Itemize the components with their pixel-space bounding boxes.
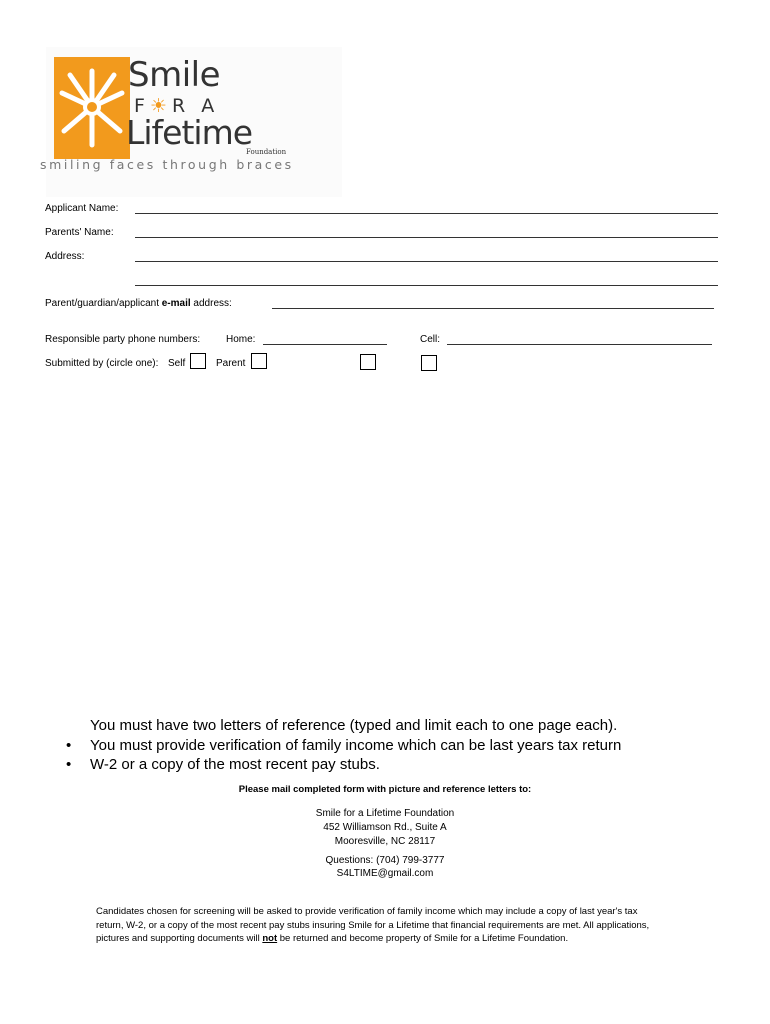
parents-name-field[interactable] xyxy=(135,237,718,238)
contact-email[interactable]: S4LTIME@gmail.com xyxy=(336,868,434,879)
sun-star-icon xyxy=(54,57,130,159)
applicant-name-label: Applicant Name: xyxy=(45,203,119,214)
bullet-1: • xyxy=(66,737,72,754)
self-label: Self xyxy=(168,358,186,369)
mail-heading: Please mail completed form with picture and reference letters to: xyxy=(238,784,532,795)
applicant-name-field[interactable] xyxy=(135,213,718,214)
mail-street: 452 Williamson Rd., Suite A xyxy=(323,822,447,833)
home-phone-field[interactable] xyxy=(263,344,387,345)
footer-line-2: return, W-2, or a copy of the most recent pay stubs insuring Smile for a Lifetime that financial requirements are met. All applications, xyxy=(96,919,650,931)
mail-city: Mooresville, NC 28117 xyxy=(334,836,436,847)
logo-smile-text: Smile xyxy=(128,55,221,95)
cell-phone-field[interactable] xyxy=(447,344,712,345)
address-label: Address: xyxy=(45,251,85,262)
logo xyxy=(40,47,342,197)
logo-tagline: smiling faces through braces xyxy=(40,157,294,172)
submitted-by-label: Submitted by (circle one): xyxy=(45,358,159,369)
footer-line-3: pictures and supporting documents will not be returned and become property of Smile for a Lifetime Foundation. xyxy=(96,933,569,944)
parent-label: Parent xyxy=(216,358,246,369)
logo-lifetime-text: Lifetime xyxy=(126,113,253,152)
checkbox-4[interactable] xyxy=(421,355,437,371)
logo-for-a-text: F☀R A xyxy=(134,95,220,117)
requirement-income-verification: You must provide verification of family income which can be last years tax return xyxy=(90,737,622,754)
checkbox-3[interactable] xyxy=(360,354,376,370)
parents-name-label: Parents' Name: xyxy=(45,227,114,238)
cell-phone-label: Cell: xyxy=(420,334,441,345)
self-checkbox[interactable] xyxy=(190,353,206,369)
email-label: Parent/guardian/applicant e-mail address: xyxy=(45,298,232,309)
requirement-w2: W-2 or a copy of the most recent pay stubs. xyxy=(90,756,380,773)
bullet-2: • xyxy=(66,756,72,773)
parent-checkbox[interactable] xyxy=(251,353,267,369)
footer-line-1: Candidates chosen for screening will be asked to provide verification of family income which may include a copy of last year's tax xyxy=(96,906,638,917)
requirement-reference-letters: You must have two letters of reference (typed and limit each to one page each). xyxy=(90,717,618,734)
email-field[interactable] xyxy=(272,308,714,309)
logo-foundation-text: Foundation xyxy=(246,148,287,156)
questions-phone: Questions: (704) 799-3777 xyxy=(325,855,445,866)
address-field-line1[interactable] xyxy=(135,261,718,262)
home-phone-label: Home: xyxy=(226,334,256,345)
footer-note xyxy=(96,905,706,946)
phone-label: Responsible party phone numbers: xyxy=(45,334,201,345)
mail-org: Smile for a Lifetime Foundation xyxy=(315,808,455,819)
address-field-line2[interactable] xyxy=(135,285,718,286)
